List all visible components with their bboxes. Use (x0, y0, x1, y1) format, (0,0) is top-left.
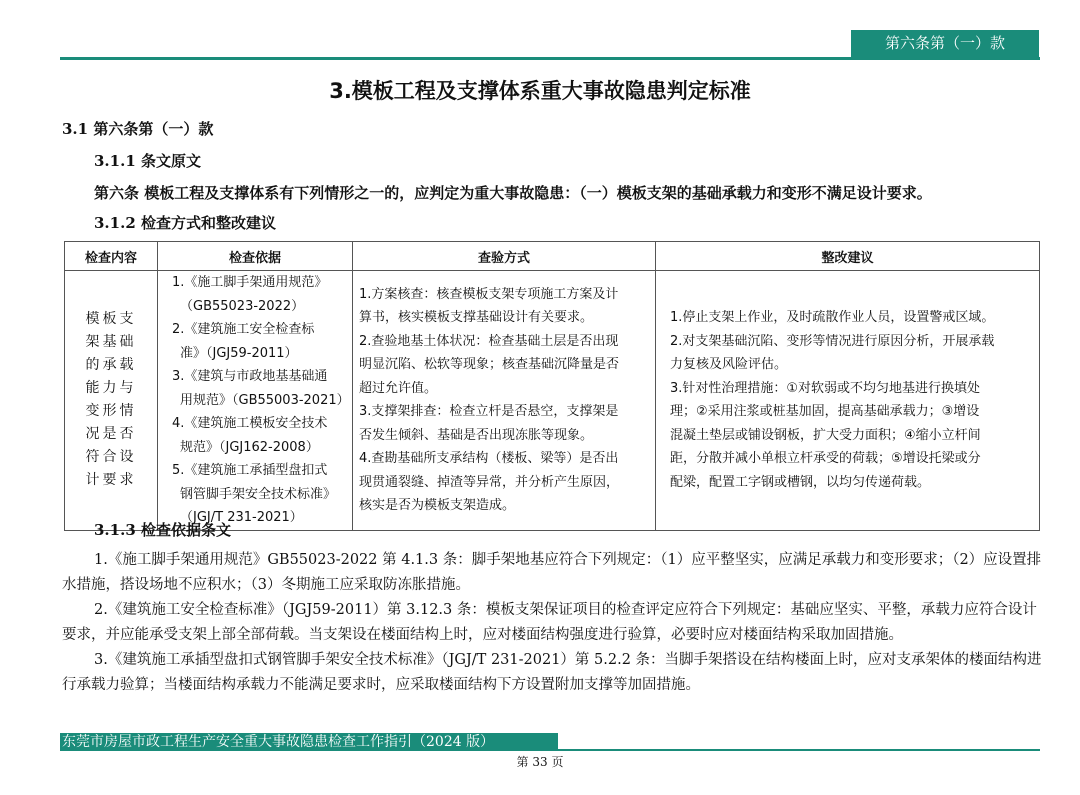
method-line: 超过允许值。 (359, 380, 438, 396)
advice-line: 混凝土垫层或铺设钢板，扩大受力面积；④缩小立杆间 (670, 427, 981, 443)
cell-advice (656, 271, 1040, 531)
basis-paragraph: 1.《施工脚手架通用规范》GB55023-2022 第 4.1.3 条：脚手架地基应符合下列规定：（1）应平整坚实，应满足承载力和变形要求；（2）应设置排水措施，搭设场地不应积水；（3）冬期施工应采取防冻胀措施。 (62, 552, 1042, 593)
method-line: 现贯通裂缝、掉渣等异常，并分析产生原因， (359, 474, 620, 490)
advice-line: 力复核及风险评估。 (670, 357, 788, 373)
basis-line: 规范》（JGJ162-2008） (180, 439, 319, 455)
advice-line: 3.针对性治理措施：①对软弱或不均匀地基进行换填处 (670, 380, 981, 396)
advice-line: 1.停止支架上作业，及时疏散作业人员，设置警戒区域。 (670, 310, 995, 326)
method-line: 明显沉陷、松软等现象；核查基础沉降量是否 (359, 357, 620, 373)
cell-content (65, 271, 158, 531)
section-heading: 3.1 第六条第（一）款 (62, 120, 214, 138)
cell-basis (158, 271, 353, 531)
method-line: 算书，核实模板支撑基础设计有关要求。 (359, 310, 594, 326)
content-line: 符合设 (85, 449, 137, 466)
basis-line: 4.《建筑施工模板安全技术 (172, 416, 328, 431)
content-line: 况是否 (85, 426, 137, 443)
page-number: 第 33 页 (516, 755, 564, 769)
advice-line: 距，分散并减小单根立杆承受的荷载；⑤增设托梁或分 (670, 451, 981, 467)
section-tag: 第六条第（一）款 (851, 30, 1039, 57)
header-advice: 整改建议 (656, 242, 1040, 271)
table-row (65, 271, 1040, 531)
method-line: 2.查验地基土体状况：检查基础土层是否出现 (359, 333, 619, 349)
header-content: 检查内容 (65, 242, 158, 271)
method-line: 否发生倾斜、基础是否出现冻胀等现象。 (359, 427, 594, 443)
basis-line: 3.《建筑与市政地基基础通 (172, 369, 328, 384)
method-line: 3.支撑架排查：检查立杆是否悬空，支撑架是 (359, 404, 619, 420)
basis-line: （JGJ/T 231-2021） (180, 510, 303, 525)
subheading-basis-text: 3.1.3 检查依据条文 (94, 521, 231, 539)
subheading-original-text: 3.1.1 条文原文 (94, 152, 201, 170)
basis-line: 用规范》（GB55003-2021） (180, 392, 350, 408)
article-text: 第六条 模板工程及支撑体系有下列情形之一的，应判定为重大事故隐患：（一）模板支架的基础承载力和变形不满足设计要求。 (94, 184, 932, 202)
basis-line: 5.《建筑施工承插型盘扣式 (172, 463, 328, 478)
basis-line: （GB55023-2022） (180, 298, 305, 314)
method-line: 4.查勘基础所支承结构（楼板、梁等）是否出 (359, 451, 619, 467)
inspection-table (64, 241, 1040, 531)
basis-paragraph: 3.《建筑施工承插型盘扣式钢管脚手架安全技术标准》（JGJ/T 231-2021）第 5.2.2 条：当脚手架搭设在结构楼面上时，应对支承架体的楼面结构进行承载力验算；当楼面结构承载力不能满足要求时，应采取楼面结构下方设置附加支撑等加固措施。 (62, 652, 1042, 693)
footer-title: 东莞市房屋市政工程生产安全重大事故隐患检查工作指引（2024 版） (60, 733, 558, 751)
basis-line: 2.《建筑施工安全检查标 (172, 322, 315, 337)
content-line: 模板支 (85, 311, 137, 328)
header-basis: 检查依据 (158, 242, 353, 271)
content-line: 的承载 (85, 357, 137, 374)
basis-text-block (62, 548, 1042, 698)
cell-method (353, 271, 656, 531)
content-line: 变形情 (85, 403, 137, 420)
advice-line: 2.对支架基础沉陷、变形等情况进行原因分析，开展承载 (670, 333, 995, 349)
header-method: 查验方式 (353, 242, 656, 271)
page-title: 3.模板工程及支撑体系重大事故隐患判定标准 (329, 79, 751, 103)
content-line: 能力与 (85, 380, 137, 397)
basis-line: 准》（JGJ59-2011） (180, 345, 298, 361)
basis-paragraph: 2.《建筑施工安全检查标准》（JGJ59-2011）第 3.12.3 条：模板支架保证项目的检查评定应符合下列规定：基础应坚实、平整，承载力应符合设计要求，并应能承受支架上部全部荷载。当支架设在楼面结构上时，应对楼面结构强度进行验算，必要时应对楼面结构采取加固措施。 (62, 602, 1037, 643)
content-line: 计要求 (85, 472, 137, 489)
basis-line: 1.《施工脚手架通用规范》 (172, 275, 328, 290)
subheading-inspection: 3.1.2 检查方式和整改建议 (94, 214, 276, 232)
basis-line: 钢管脚手架安全技术标准》 (180, 486, 337, 502)
advice-line: 配梁，配置工字钢或槽钢，以均匀传递荷载。 (670, 474, 931, 490)
header-rule (60, 57, 1040, 60)
content-line: 架基础 (85, 334, 137, 351)
advice-line: 理；②采用注浆或桩基加固，提高基础承载力；③增设 (670, 404, 980, 420)
method-line: 核实是否为模板支架造成。 (359, 498, 516, 514)
table-header-row (65, 242, 1040, 271)
method-line: 1.方案核查：核查模板支架专项施工方案及计 (359, 286, 619, 302)
